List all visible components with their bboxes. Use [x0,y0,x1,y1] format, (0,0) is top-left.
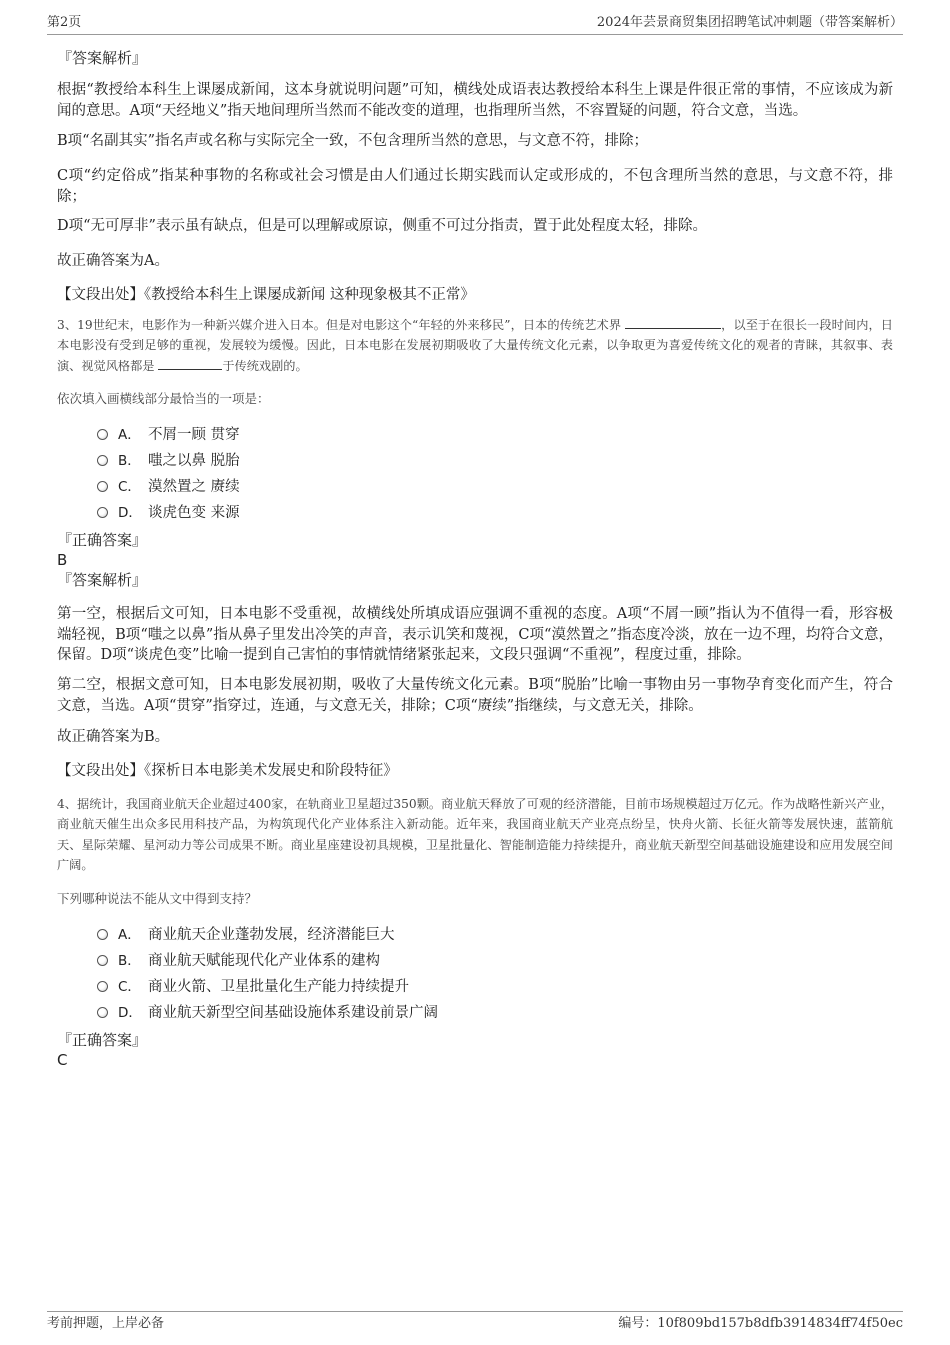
option-letter: D． [118,1005,142,1021]
option-text: 嗤之以鼻 脱胎 [148,453,240,469]
radio-icon[interactable] [97,929,108,940]
q2-analysis-para-2: B项“名副其实”指名声或名称与实际完全一致，不包含理所当然的意思，与文意不符，排除； [57,133,648,149]
q3-conclusion: 故正确答案为B。 [57,729,170,745]
document-title: 2024年芸景商贸集团招聘笔试冲刺题（带答案解析） [596,15,903,30]
q3-analysis-para-1: 第一空，根据后文可知，日本电影不受重视，故横线处所填成语应强调不重视的态度。A项“不屑一顾”指认为不值得一看，形容极端轻视，B项“嗤之以鼻”指从鼻子里发出冷笑的声音，表示讥笑和蔑视，C项“漠然置之”指态度冷淡，放在一边不理，均符合文意，保留。D项“谈虎色变”比喻一提到自己害怕的事情就情绪紧张起来，文段只强调“不重视”，程度过重，排除。 [57,606,893,663]
radio-icon[interactable] [97,429,108,440]
option-text: 谈虎色变 来源 [148,505,240,521]
option-letter: A． [118,927,141,943]
q3-stem-part-3: 于传统戏剧的。 [222,358,308,373]
option-letter: C． [118,979,141,995]
option-text: 不屑一顾 贯穿 [148,427,240,443]
footer-slogan: 考前押题，上岸必备 [47,1316,165,1331]
page-header [47,14,903,35]
q4-option-d[interactable] [97,1003,438,1023]
radio-icon[interactable] [97,455,108,466]
q4-stem: 4、据统计，我国商业航天企业超过400家，在轨商业卫星超过350颗。商业航天释放了可观的经济潜能，目前市场规模超过万亿元。作为战略性新兴产业，商业航天催生出众多民用科技产品，为构筑现代化产业体系注入新动能。近年来，我国商业航天产业亮点纷呈，快舟火箭、长征火箭等发展快速，蓝箭航天、星际荣耀、星河动力等公司成果不断。商业星座建设初具规模，卫星批量化、智能制造能力持续提升，商业航天新型空间基础设施建设和应用发展空间广阔。 [57,797,893,872]
q2-analysis-heading: 『答案解析』 [57,49,148,67]
q2-analysis-para-4: D项“无可厚非”表示虽有缺点，但是可以理解或原谅，侧重不可过分指责，置于此处程度太轻，排除。 [57,218,707,234]
q4-correct-answer: C [57,1051,68,1069]
q4-option-a[interactable] [97,925,395,945]
radio-icon[interactable] [97,1007,108,1018]
q3-option-b[interactable] [97,451,240,471]
option-text: 商业火箭、卫星批量化生产能力持续提升 [148,979,409,995]
option-text: 漠然置之 赓续 [148,479,240,495]
q3-option-a[interactable] [97,425,240,445]
q3-stem [57,315,893,376]
radio-icon[interactable] [97,955,108,966]
page-number: 第2页 [47,15,82,30]
q3-analysis-para-2: 第二空，根据文意可知，日本电影发展初期，吸收了大量传统文化元素。B项“脱胎”比喻一事物由另一事物孕育变化而产生，符合文意，当选。A项“贯穿”指穿过，连通，与文意无关，排除；C项“赓续”指继续，与文意无关，排除。 [57,677,893,714]
q3-blank-2 [158,357,222,370]
q3-stem-part-1: 3、19世纪末，电影作为一种新兴媒介进入日本。但是对电影这个“年轻的外来移民”，日本的传统艺术界 [57,318,626,332]
option-text: 商业航天新型空间基础设施体系建设前景广阔 [148,1005,438,1021]
radio-icon[interactable] [97,507,108,518]
q3-correct-answer: B [57,551,68,569]
q2-conclusion: 故正确答案为A。 [57,253,169,269]
q3-blank-1 [625,316,721,329]
q3-prompt: 依次填入画横线部分最恰当的一项是： [57,391,270,406]
q2-analysis-para-3: C项“约定俗成”指某种事物的名称或社会习惯是由人们通过长期实践而认定或形成的，不包含理所当然的意思，与文意不符，排除； [57,168,893,205]
radio-icon[interactable] [97,481,108,492]
q4-correct-heading: 『正确答案』 [57,1031,148,1049]
q3-analysis-heading: 『答案解析』 [57,571,148,589]
q3-option-c[interactable] [97,477,240,497]
option-text: 商业航天企业蓬勃发展，经济潜能巨大 [148,927,395,943]
q3-source: 【文段出处】《探析日本电影美术发展史和阶段特征》 [57,763,398,779]
option-letter: B． [118,453,141,469]
document-id: 编号：10f809bd157b8dfb3914834ff74f50ec [618,1316,903,1331]
option-letter: D． [118,505,142,521]
option-letter: C． [118,479,141,495]
q3-stem-part-2: ，以至于在很长一段时间内，日本电影没有受到足够的重视，发展较为缓慢。因此，日本电影在发展初期吸收了大量传统文化元素，以争取更为喜爱传统文化的观者的青睐，其叙事、表演、视觉风格都是 [57,318,893,373]
option-text: 商业航天赋能现代化产业体系的建构 [148,953,380,969]
q4-option-c[interactable] [97,977,409,997]
page-footer [47,1311,903,1336]
option-letter: B． [118,953,141,969]
q2-analysis-para-1: 根据“教授给本科生上课屡成新闻，这本身就说明问题”可知，横线处成语表达教授给本科生上课是件很正常的事情，不应该成为新闻的意思。A项“天经地义”指天地间理所当然而不能改变的道理，也指理所当然，不容置疑的问题，符合文意，当选。 [57,82,893,119]
q4-option-b[interactable] [97,951,380,971]
radio-icon[interactable] [97,981,108,992]
q2-source: 【文段出处】《教授给本科生上课屡成新闻 这种现象极其不正常》 [57,287,475,303]
q3-option-d[interactable] [97,503,240,523]
q3-correct-heading: 『正确答案』 [57,531,148,549]
option-letter: A． [118,427,141,443]
q4-prompt: 下列哪种说法不能从文中得到支持？ [57,891,258,906]
